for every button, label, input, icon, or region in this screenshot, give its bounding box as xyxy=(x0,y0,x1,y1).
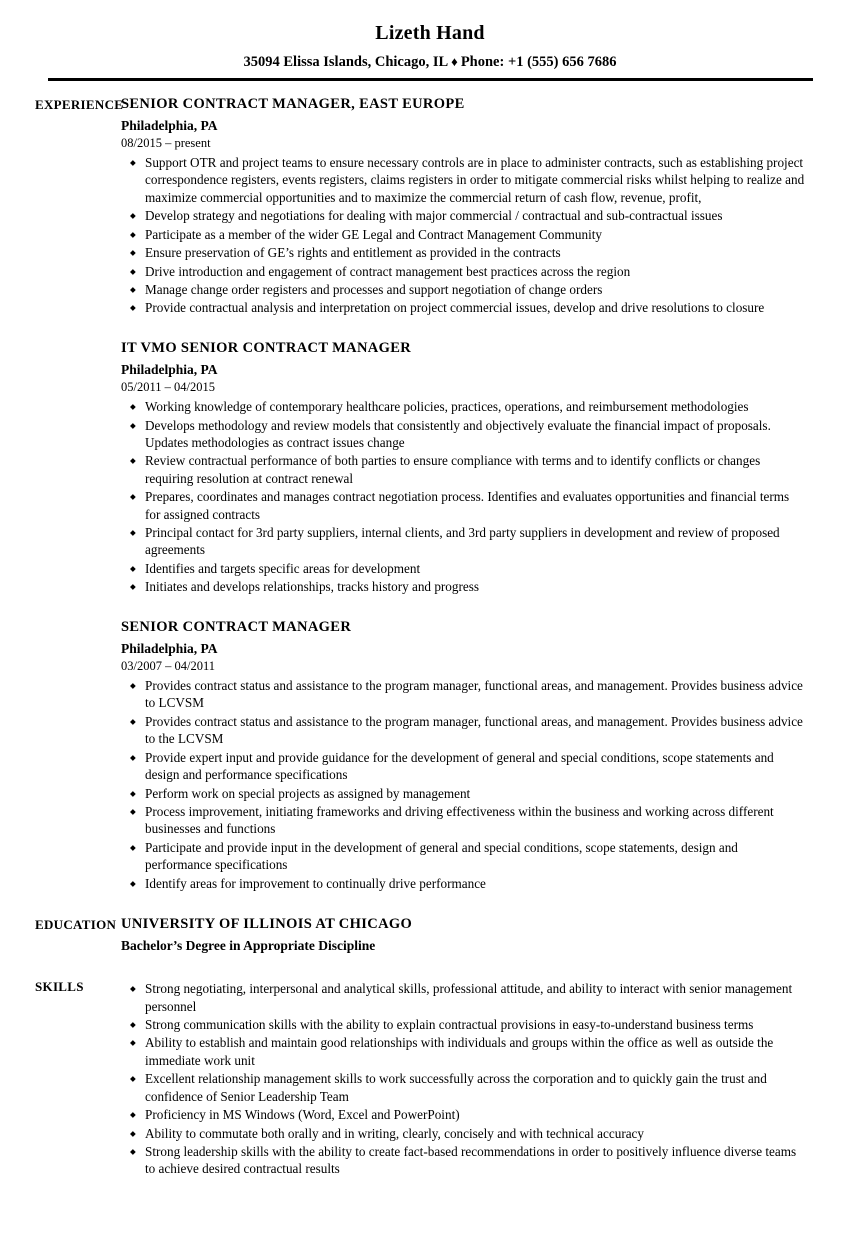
experience-job xyxy=(121,339,806,596)
job-location: Philadelphia, PA xyxy=(121,361,218,377)
job-bullet: ◆ Provide contractual analysis and interpretation on project commercial issues, develop and drive resolutions to closure xyxy=(121,299,806,316)
job-bullet: ◆ Prepares, coordinates and manages contract negotiation process. Identifies and evaluates opportunities and financial terms for assigned contracts xyxy=(121,488,806,523)
skill-bullet: ◆ Strong negotiating, interpersonal and analytical skills, professional attitude, and ability to interact with senior management personnel xyxy=(121,980,806,1015)
section-label-experience: EXPERIENCE xyxy=(35,96,124,112)
education-degree: Bachelor’s Degree in Appropriate Discipline xyxy=(121,937,376,953)
job-title: SENIOR CONTRACT MANAGER, EAST EUROPE xyxy=(121,95,465,112)
candidate-contact-line xyxy=(0,54,860,71)
job-bullet: ◆ Develop strategy and negotiations for dealing with major commercial / contractual and sub-contractual issues xyxy=(121,207,806,224)
skill-bullet: ◆ Strong leadership skills with the ability to create fact-based recommendations in order to positively influence diverse teams to achieve desired contractual results xyxy=(121,1143,806,1178)
skills-entries xyxy=(121,977,860,1178)
job-bullet-list xyxy=(121,677,806,892)
job-bullet: ◆ Review contractual performance of both parties to ensure compliance with terms and to identify conflicts or changes requiring resolution at contract renewal xyxy=(121,452,806,487)
experience-job xyxy=(121,95,806,317)
section-skills xyxy=(0,977,860,1178)
skill-bullet: ◆ Ability to establish and maintain good relationships with individuals and groups within the office as well as outside the immediate work unit xyxy=(121,1034,806,1069)
section-label-education: EDUCATION xyxy=(35,917,117,933)
education-entries xyxy=(121,915,860,955)
job-bullet: ◆ Perform work on special projects as assigned by management xyxy=(121,785,806,802)
job-bullet: ◆ Participate and provide input in the development of general and special conditions, scope statements, design and performance specifications xyxy=(121,839,806,874)
job-bullet: ◆ Provides contract status and assistance to the program manager, functional areas, and management. Provides business advice to the LCVSM xyxy=(121,713,806,748)
job-bullet: ◆ Identify areas for improvement to continually drive performance xyxy=(121,875,806,892)
resume-body xyxy=(0,81,860,1178)
job-bullet-list xyxy=(121,398,806,596)
candidate-name: Lizeth Hand xyxy=(375,22,485,44)
job-bullet: ◆ Manage change order registers and processes and support negotiation of change orders xyxy=(121,281,806,298)
job-bullet: ◆ Participate as a member of the wider GE Legal and Contract Management Community xyxy=(121,226,806,243)
job-bullet: ◆ Ensure preservation of GE’s rights and entitlement as provided in the contracts xyxy=(121,244,806,261)
job-bullet: ◆ Principal contact for 3rd party suppliers, internal clients, and 3rd party suppliers in development and review of proposed agreements xyxy=(121,524,806,559)
skill-bullet: ◆ Strong communication skills with the ability to explain contractual provisions in easy-to-understand business terms xyxy=(121,1016,806,1033)
job-location: Philadelphia, PA xyxy=(121,117,218,133)
resume-header xyxy=(0,0,860,81)
job-bullet: ◆ Provides contract status and assistance to the program manager, functional areas, and management. Provides business advice to LCVSM xyxy=(121,677,806,712)
job-bullet: ◆ Process improvement, initiating frameworks and driving effectiveness within the business and working across different businesses and functions xyxy=(121,803,806,838)
job-dates: 03/2007 – 04/2011 xyxy=(121,658,215,673)
job-bullet: ◆ Provide expert input and provide guidance for the development of general and special conditions, scope statements and design and performance specifications xyxy=(121,749,806,784)
experience-job xyxy=(121,618,806,892)
candidate-address: 35094 Elissa Islands, Chicago, IL xyxy=(243,54,449,70)
experience-entries xyxy=(121,95,860,892)
job-bullet: ◆ Support OTR and project teams to ensure necessary controls are in place to administer contracts, such as establishing project correspondence registers, events registers, claims registers in order to mitigate commercial risks whilst helping to realize and maximize commercial opportunities and to maximize the commercial return of cash flow, revenue, profit, xyxy=(121,154,806,206)
job-bullet: ◆ Initiates and develops relationships, tracks history and progress xyxy=(121,578,806,595)
job-dates: 08/2015 – present xyxy=(121,135,211,150)
education-school: UNIVERSITY OF ILLINOIS AT CHICAGO xyxy=(121,916,413,933)
skill-bullet: ◆ Excellent relationship management skills to work successfully across the corporation and to quickly gain the trust and confidence of Senior Leadership Team xyxy=(121,1070,806,1105)
job-bullet: ◆ Drive introduction and engagement of contract management best practices across the region xyxy=(121,263,806,280)
section-label-skills: SKILLS xyxy=(35,979,84,995)
job-title: SENIOR CONTRACT MANAGER xyxy=(121,618,352,635)
job-dates: 05/2011 – 04/2015 xyxy=(121,379,215,394)
job-location: Philadelphia, PA xyxy=(121,640,218,656)
job-bullet: ◆ Working knowledge of contemporary healthcare policies, practices, operations, and reimbursement methodologies xyxy=(121,398,806,415)
job-bullet-list xyxy=(121,154,806,317)
candidate-phone: Phone: +1 (555) 656 7686 xyxy=(460,54,617,70)
section-experience xyxy=(0,95,860,892)
skill-bullet: ◆ Ability to commutate both orally and in writing, clearly, concisely and with technical accuracy xyxy=(121,1125,806,1142)
diamond-separator-icon: ♦ xyxy=(451,53,458,69)
skill-bullet: ◆ Proficiency in MS Windows (Word, Excel and PowerPoint) xyxy=(121,1106,806,1123)
skills-bullet-list xyxy=(121,980,806,1178)
section-education xyxy=(0,915,860,955)
job-bullet: ◆ Develops methodology and review models that consistently and objectively evaluate the financial impact of proposals. Updates methodologies as contract issues change xyxy=(121,417,806,452)
job-bullet: ◆ Identifies and targets specific areas for development xyxy=(121,560,806,577)
job-title: IT VMO SENIOR CONTRACT MANAGER xyxy=(121,339,412,356)
